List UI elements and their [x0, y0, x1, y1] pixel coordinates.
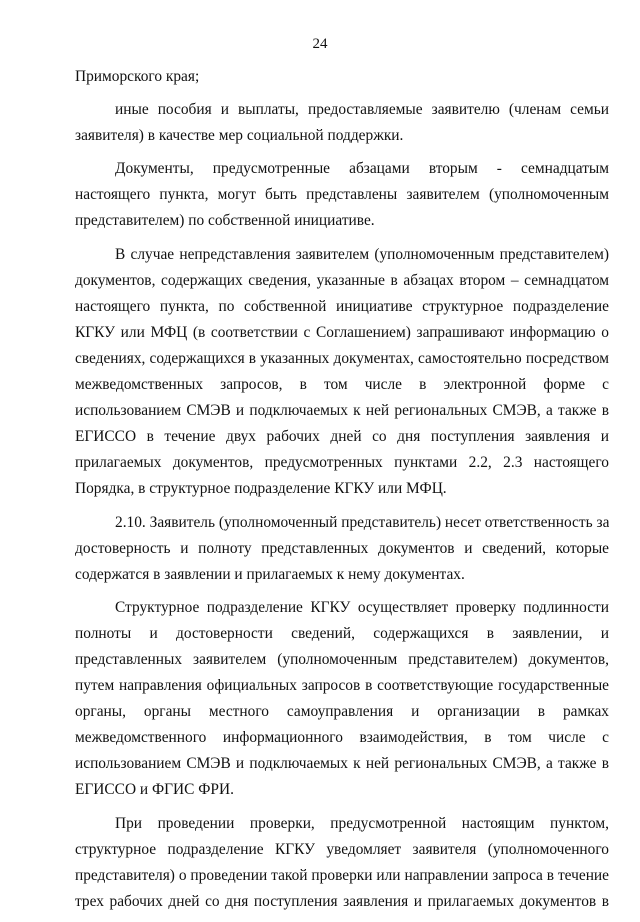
- text-line: документов, содержащих сведения, указанные в абзацах втором – семнадцатом: [75, 271, 609, 289]
- text-line: КГКУ или МФЦ (в соответствии с Соглашением) запрашивают информацию о: [75, 323, 609, 341]
- document-body: [75, 64, 609, 922]
- text-line: заявителя) в качестве мер социальной поддержки.: [75, 127, 404, 145]
- text-line: межведомственных запросов, в том числе в электронной форме с: [75, 376, 609, 394]
- text-line: содержатся в заявлении и прилагаемых к нему документах.: [75, 565, 465, 583]
- text-line: трех рабочих дней со дня поступления заявления и прилагаемых документов в: [75, 892, 609, 910]
- text-line: При проведении проверки, предусмотренной настоящим пунктом,: [115, 814, 609, 832]
- paragraph: [75, 156, 609, 234]
- paragraph: [75, 595, 609, 804]
- paragraph: [75, 811, 609, 915]
- text-line: Структурное подразделение КГКУ осуществляет проверку подлинности: [115, 598, 609, 616]
- text-line: путем направления официальных запросов в соответствующие государственные: [75, 677, 609, 695]
- paragraph: [75, 510, 609, 588]
- text-line: В случае непредставления заявителем (уполномоченным представителем): [115, 245, 609, 263]
- text-line: прилагаемых документов, предусмотренных пунктами 2.2, 2.3 настоящего: [75, 454, 609, 472]
- text-line: настоящего пункта, могут быть представлены заявителем (уполномоченным: [75, 186, 609, 204]
- text-line: структурное подразделение КГКУ уведомляет заявителя (уполномоченного: [75, 840, 609, 858]
- text-line: достоверность и полноту представленных документов и сведений, которые: [75, 539, 609, 557]
- text-line: представленных заявителем (уполномоченным представителем) документов,: [75, 650, 609, 668]
- text-line: Порядка, в структурное подразделение КГКУ или МФЦ.: [75, 480, 447, 498]
- page-number: 24: [312, 36, 328, 52]
- text-line: использованием СМЭВ и подключаемых к ней региональных СМЭВ, а также в: [75, 755, 609, 773]
- text-line: Приморского края;: [75, 68, 200, 85]
- text-line: 2.10. Заявитель (уполномоченный представитель) несет ответственность за: [115, 513, 609, 531]
- paragraph: [75, 97, 609, 149]
- text-line: представителем) по собственной инициативе.: [75, 212, 375, 230]
- paragraph: [75, 242, 609, 503]
- text-line: ЕГИССО и ФГИС ФРИ.: [75, 781, 234, 799]
- paragraph: [75, 64, 609, 90]
- text-line: Документы, предусмотренные абзацами вторым - семнадцатым: [115, 160, 609, 178]
- text-line: ЕГИССО в течение двух рабочих дней со дня поступления заявления и: [75, 428, 609, 446]
- text-line: иные пособия и выплаты, предоставляемые заявителю (членам семьи: [115, 101, 609, 119]
- text-line: межведомственного информационного взаимодействия, в том числе с: [75, 729, 609, 747]
- text-line: использованием СМЭВ и подключаемых к ней региональных СМЭВ, а также в: [75, 402, 609, 420]
- text-line: представителя) о проведении такой проверки или направлении запроса в течение: [75, 866, 609, 884]
- text-line: настоящего пункта, по собственной инициативе структурное подразделение: [75, 297, 609, 315]
- text-line: органы, органы местного самоуправления и организации в рамках: [75, 703, 609, 721]
- text-line: сведениях, содержащихся в указанных документах, самостоятельно посредством: [75, 349, 609, 367]
- text-line: полноты и достоверности сведений, содержащихся в заявлении, и: [75, 624, 609, 642]
